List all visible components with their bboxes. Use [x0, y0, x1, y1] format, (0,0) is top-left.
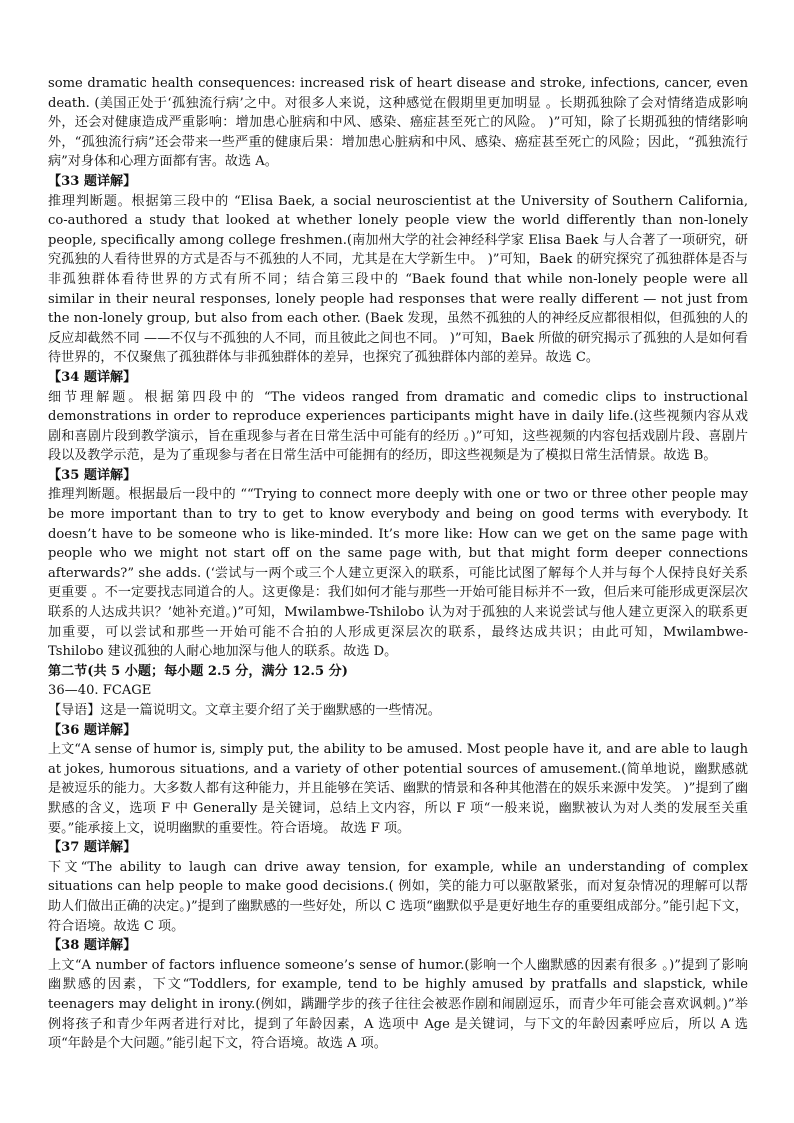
paragraph-q35: 推理判断题。根据最后一段中的 ““Trying to connect more deeply with one or two or three other people may be more important than to try to get to know everybody and being on good terms with everybody. It doesn’t have to be someone who is like-minded. It’s more like: How can we get on the same page with people who we might not start off on the same page with, but that might form deeper connections afterwards?” she adds. (‘尝试与一两个或三个人建立更深入的联系，可能比试图了解每个人并与每个人保持良好关系更重要 。不一定要找志同道合的人。这更像是：我们如何才能与那些一开始可能目标并不一致，但后来可能形成更深层次联系的人达成共识？’她补充道。)”可知，Mwilambwe-Tshilobo 认为对于孤独的人来说尝试与他人建立更深入的联系更加重要，可以尝试和那些一开始可能不合拍的人形成更深层次的联系，最终达成共识；由此可知，Mwilambwe-Tshilobo 建议孤独的人耐心地加深与他人的联系。故选 D。 — [48, 487, 748, 660]
paragraph-q38: 上文“A number of factors influence someone’s sense of humor.(影响一个人幽默感的因素有很多 。)”提到了影响幽默感的因素，下文“Toddlers, for example, tend to be highly amused by pratfalls and slapstick, while teenagers may delight in irony.(例如，蹒跚学步的孩子往往会被恶作剧和闹剧逗乐，而青少年可能会喜欢讽刺。)”举例将孩子和青少年两者进行对比，提到了年龄因素，A 选项中 Age 是关键词，与下文的年龄因素呼应后，所以 A 选项“年龄是个大问题。”能引起下文，符合语境。故选 A 项。 — [48, 957, 748, 1052]
heading-q38: 【38 题详解】 — [48, 938, 137, 954]
intro-guide: 【导语】这是一篇说明文。文章主要介绍了关于幽默感的一些情况。 — [48, 703, 441, 718]
heading-q35: 【35 题详解】 — [48, 467, 137, 483]
section-two-heading: 第二节(共 5 小题；每小题 2.5 分，满分 12.5 分) — [48, 663, 348, 679]
paragraph-loneliness-epidemic: some dramatic health consequences: increased risk of heart disease and stroke, infections, cancer, even death. (美国正处于‘孤独流行病’之中。对很多人来说，这种感觉在假期里更加明显 。长期孤独除了会对情绪造成影响外，还会对健康造成严重影响：增加患心脏病和中风、感染、癌症甚至死亡的风险。 )”可知，除了长期孤独的情绪影响外，“孤独流行病”还会带来一些严重的健康后果：增加患心脏病和中风、感染、癌症甚至死亡的风险；因此，“孤独流行病”对身体和心理方面都有害。故选 A。 — [48, 76, 748, 170]
answers-36-40: 36—40. FCAGE — [48, 683, 152, 699]
paragraph-q34: 细节理解题。根据第四段中的 “The videos ranged from dramatic and comedic clips to instructional demonstrations in order to reproduce experiences participants might have in daily life.(这些视频内容从戏剧和喜剧片段到教学演示，旨在重现参与者在日常生活中可能有的经历 。)”可知，这些视频的内容包括戏剧片段、喜剧片段以及教学示范，是为了重现参与者在日常生活中可能拥有的经历，即这些视频是为了模拟日常生活情景。故选 B。 — [48, 389, 748, 464]
heading-q33: 【33 题详解】 — [48, 173, 137, 189]
heading-q34: 【34 题详解】 — [48, 369, 137, 385]
heading-q36: 【36 题详解】 — [48, 722, 137, 738]
heading-q37: 【37 题详解】 — [48, 840, 137, 856]
paragraph-q37: 下文“The ability to laugh can drive away tension, for example, while an understanding of complex situations can help people to make good decisions.( 例如，笑的能力可以驱散紧张，而对复杂情况的理解可以帮助人们做出正确的决定。)”提到了幽默感的一些好处，所以 C 选项“幽默似乎是更好地生存的重要组成部分。”能引起下文，符合语境。故选 C 项。 — [48, 859, 748, 934]
paragraph-q36: 上文“A sense of humor is, simply put, the ability to be amused. Most people have it, and are able to laugh at jokes, humorous situations, and a variety of other potential sources of amusement.(简单地说，幽默感就是被逗乐的能力。大多数人都有这种能力，并且能够在笑话、幽默的情景和各种其他潜在的娱乐来源中发笑。 )”提到了幽默感的含义，选项 F 中 Generally 是关键词，总结上文内容，所以 F 项“一般来说，幽默被认为对人类的发展至关重要。”能承接上文，说明幽默的重要性。符合语境。 故选 F 项。 — [48, 742, 748, 836]
answer-explanation-page — [48, 74, 748, 1054]
paragraph-q33: 推理判断题。根据第三段中的 “Elisa Baek, a social neuroscientist at the University of Southern California, co-authored a study that looked at whether lonely people view the world differently than non-lonely people, specifically among college freshmen.(南加州大学的社会神经科学家 Elisa Baek 与人合著了一项研究，研究孤独的人看待世界的方式是否与不孤独的人不同，尤其是在大学新生中。 )”可知，Baek 的研究探究了孤独群体是否与非孤独群体看待世界的方式有所不同；结合第三段中的 “Baek found that while non-lonely people were all similar in their neural responses, lonely people had responses that were really different — not just from the non-lonely group, but also from each other. (Baek 发现，虽然不孤独的人的神经反应都很相似，但孤独的人的反应却截然不同 ——不仅与不孤独的人不同，而且彼此之间也不同。 )”可知，Baek 所做的研究揭示了孤独的人是如何看待世界的，不仅聚焦了孤独群体与非孤独群体的差异，也探究了孤独群体内部的差异。故选 C。 — [48, 193, 748, 366]
